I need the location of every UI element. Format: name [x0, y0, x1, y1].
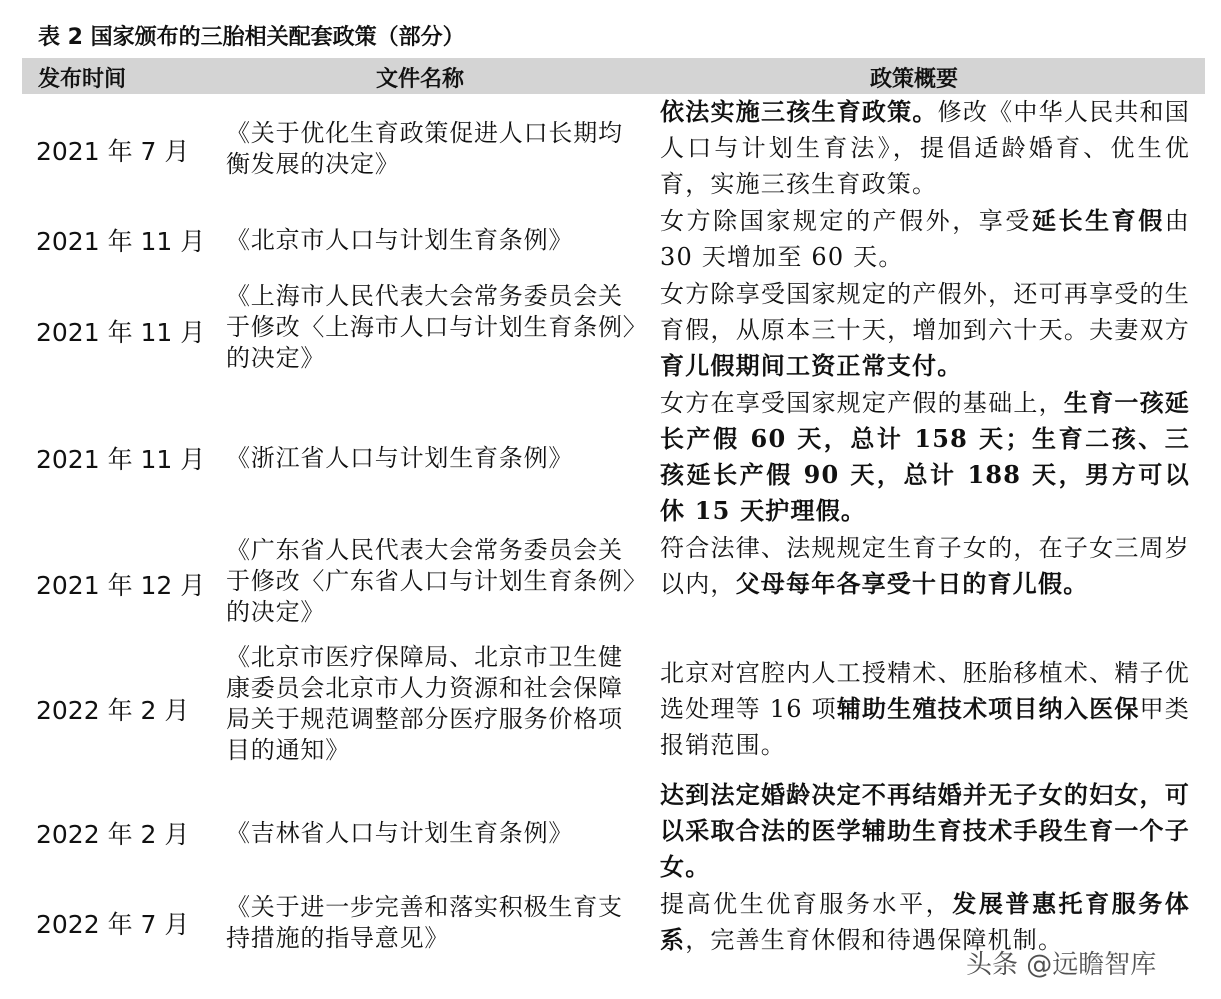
row-date: 2021 年 12 月 — [36, 571, 206, 600]
header-date: 发布时间 — [38, 67, 127, 92]
summary-segment: 生育一孩延长产假 60 天，总计 158 天；生育二孩、三孩延长产假 90 天，总计 188 天，男方可以休 15 天护理假。 — [660, 388, 1191, 525]
summary-segment: 女方在享受国家规定产假的基础上， — [660, 389, 1064, 417]
row-summary — [660, 530, 1190, 602]
header-name: 文件名称 — [376, 67, 465, 92]
summary-segment: 达到法定婚龄决定不再结婚并无子女的妇女，可以采取合法的医学辅助生育技术手段生育一个子女。 — [660, 780, 1190, 881]
summary-segment: ，完善生育休假和待遇保障机制。 — [685, 926, 1064, 954]
row-date: 2021 年 11 月 — [36, 227, 206, 256]
row-date: 2022 年 2 月 — [36, 696, 190, 725]
row-summary — [660, 203, 1190, 275]
row-summary — [660, 385, 1190, 529]
row-summary — [660, 655, 1190, 763]
row-doc-name: 《浙江省人口与计划生育条例》 — [226, 444, 574, 472]
summary-segment: 女方除国家规定的产假外，享受 — [660, 207, 1032, 235]
row-date: 2022 年 2 月 — [36, 820, 190, 849]
header-summary: 政策概要 — [870, 67, 959, 92]
row-date: 2021 年 7 月 — [36, 137, 190, 166]
summary-segment: 育儿假期间工资正常支付。 — [660, 351, 963, 380]
row-date: 2021 年 11 月 — [36, 445, 206, 474]
summary-segment: 女方除享受国家规定的产假外，还可再享受的生育假，从原本三十天，增加到六十天。夫妻双方 — [660, 280, 1190, 344]
row-doc-name: 《关于进一步完善和落实积极生育支持措施的指导意见》 — [226, 893, 623, 952]
row-date: 2021 年 11 月 — [36, 318, 206, 347]
table-header — [22, 58, 1205, 94]
summary-segment: 修改《中华人民共和国人口与计划生育法》，提倡适龄婚育、优生优育，实施三孩生育政策。 — [660, 98, 1190, 198]
row-doc-name: 《关于优化生育政策促进人口长期均衡发展的决定》 — [226, 119, 623, 178]
summary-segment: 由 30 天增加至 60 天。 — [660, 207, 1190, 271]
row-summary — [660, 276, 1190, 384]
summary-segment: 父母每年各享受十日的育儿假。 — [735, 569, 1089, 598]
row-doc-name: 《北京市医疗保障局、北京市卫生健康委员会北京市人力资源和社会保障局关于规范调整部分医疗服务价格项目的通知》 — [226, 643, 623, 764]
table-title: 表 2 国家颁布的三胎相关配套政策（部分） — [38, 25, 465, 50]
summary-segment: 依法实施三孩生育政策。 — [660, 97, 938, 126]
summary-segment: 延长生育假 — [1031, 206, 1165, 235]
row-doc-name: 《吉林省人口与计划生育条例》 — [226, 819, 574, 847]
watermark: 头条 @远瞻智库 — [966, 950, 1157, 980]
summary-segment: 北京对宫腔内人工授精术、胚胎移植术、精子优选处理等 16 项 — [660, 659, 1190, 723]
summary-segment: 发展普惠托育服务体系 — [660, 889, 1190, 954]
summary-segment: 甲类报销范围。 — [660, 695, 1190, 759]
row-summary — [660, 94, 1190, 202]
summary-segment: 提高优生优育服务水平， — [660, 890, 953, 918]
row-date: 2022 年 7 月 — [36, 910, 190, 939]
row-doc-name: 《北京市人口与计划生育条例》 — [226, 226, 574, 254]
summary-segment: 符合法律、法规规定生育子女的，在子女三周岁以内， — [660, 534, 1190, 598]
row-doc-name: 《上海市人民代表大会常务委员会关于修改〈上海市人口与计划生育条例〉的决定》 — [226, 282, 636, 372]
row-summary — [660, 777, 1190, 885]
row-doc-name: 《广东省人民代表大会常务委员会关于修改〈广东省人口与计划生育条例〉的决定》 — [226, 536, 636, 626]
summary-segment: 辅助生殖技术项目纳入医保 — [836, 694, 1140, 723]
